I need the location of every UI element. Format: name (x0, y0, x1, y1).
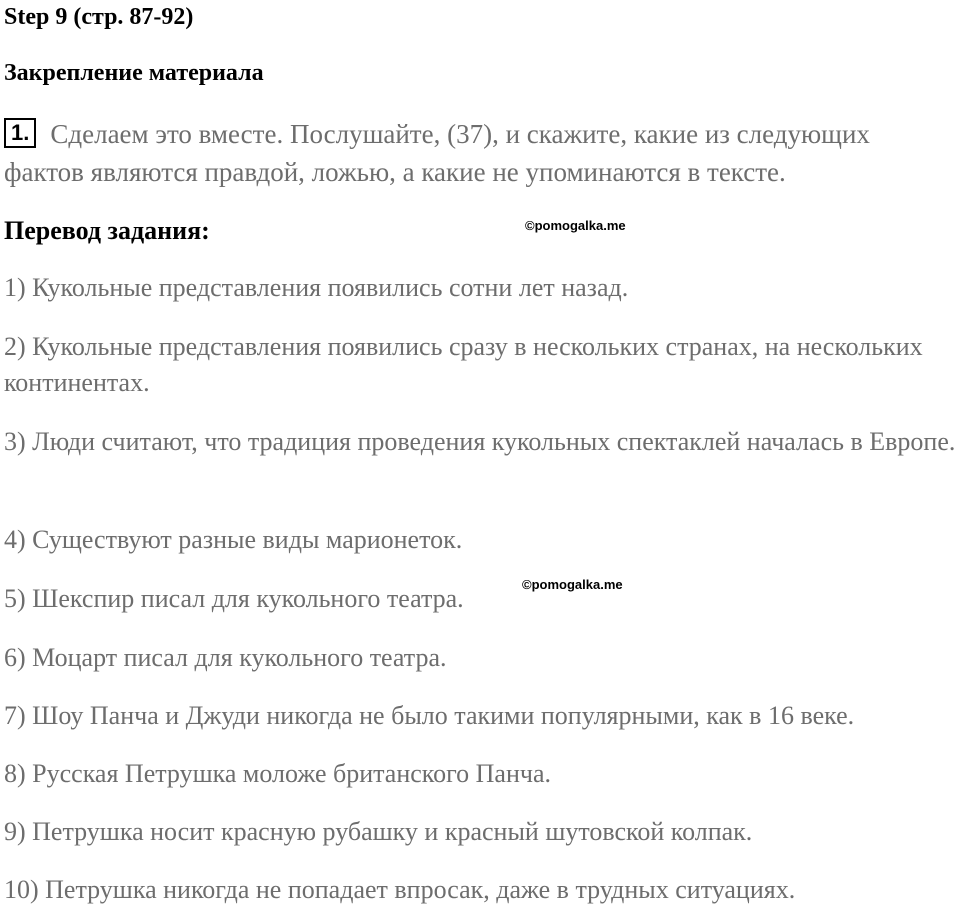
list-item: 7) Шоу Панча и Джуди никогда не было такими популярными, как в 16 веке. (4, 701, 855, 730)
task-instruction (4, 115, 954, 191)
watermark: ©pomogalka.me (525, 218, 626, 233)
watermark: ©pomogalka.me (522, 577, 623, 592)
list-item: 9) Петрушка носит красную рубашку и красный шутовской колпак. (4, 817, 753, 846)
list-item: 1) Кукольные представления появились сотни лет назад. (4, 273, 629, 302)
list-item: 10) Петрушка никогда не попадает впросак, даже в трудных ситуациях. (4, 875, 796, 904)
translation-heading: Перевод задания: (4, 216, 210, 245)
list-item: 4) Существуют разные виды марионеток. (4, 525, 463, 554)
list-item: 5) Шекспир писал для кукольного театра. (4, 584, 464, 613)
task-number-badge: 1. (4, 118, 36, 148)
list-item: 3) Люди считают, что традиция проведения кукольных спектаклей началась в Европе. (4, 427, 956, 456)
list-item: 8) Русская Петрушка моложе британского Панча. (4, 759, 551, 788)
task-text: Сделаем это вместе. Послушайте, (37), и скажите, какие из следующих фактов являются правдой, ложью, а какие не упоминаются в тексте. (4, 119, 870, 187)
list-item: 2) Кукольные представления появились сразу в нескольких странах, на нескольких континентах. (4, 332, 923, 397)
section-title: Закрепление материала (4, 60, 264, 86)
list-item: 6) Моцарт писал для кукольного театра. (4, 643, 447, 672)
page-title: Step 9 (стр. 87-92) (4, 4, 194, 30)
